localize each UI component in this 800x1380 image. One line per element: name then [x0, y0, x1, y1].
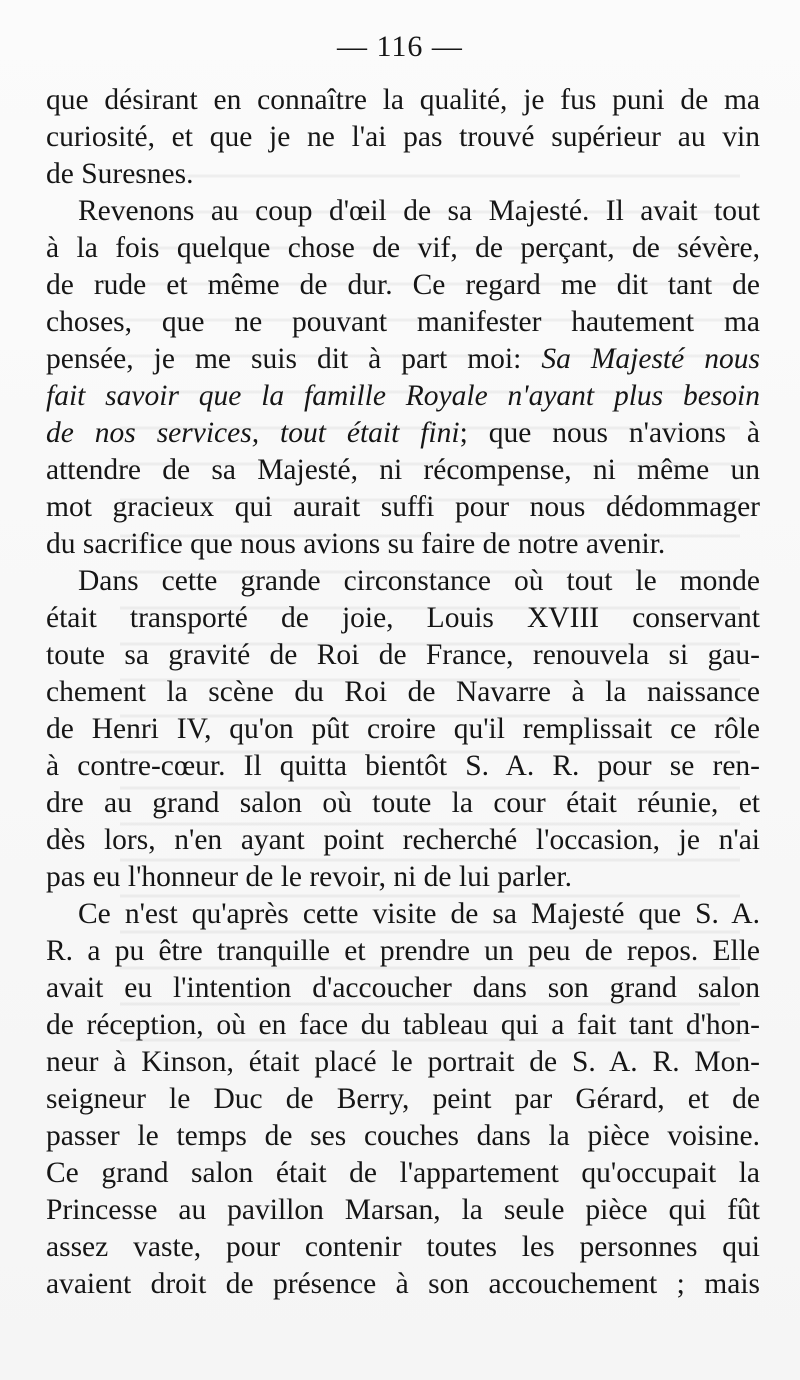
text-line	[46, 859, 760, 896]
text-line	[46, 1229, 760, 1266]
text-run: attendre de sa Majesté, ni récompense, ni même un	[46, 454, 760, 486]
paragraph	[46, 563, 760, 896]
text-line	[46, 267, 760, 304]
text-run: Dans cette grande circonstance où tout le monde	[78, 565, 760, 597]
text-line	[46, 304, 760, 341]
text-run: pensée, je me suis dit à part moi:	[46, 343, 542, 375]
paragraph	[46, 193, 760, 563]
text-line	[46, 193, 760, 230]
text-line	[46, 1044, 760, 1081]
text-run: dès lors, n'en ayant point recherché l'occasion, je n'ai	[46, 824, 760, 856]
text-line	[46, 82, 760, 119]
text-run: avait eu l'intention d'accoucher dans son grand salon	[46, 972, 760, 1004]
text-line	[46, 119, 760, 156]
text-run: du sacrifice que nous avions su faire de notre avenir.	[46, 528, 666, 560]
text-line	[46, 822, 760, 859]
text-line	[46, 341, 760, 378]
text-line	[46, 600, 760, 637]
text-run: neur à Kinson, était placé le portrait de S. A. R. Mon-	[46, 1046, 760, 1078]
text-run: de Henri IV, qu'on pût croire qu'il remplissait ce rôle	[46, 713, 760, 745]
text-run: dre au grand salon où toute la cour était réunie, et	[46, 787, 760, 819]
text-run: de rude et même de dur. Ce regard me dit tant de	[46, 269, 760, 301]
text-run: curiosité, et que je ne l'ai pas trouvé supérieur au vin	[46, 121, 760, 153]
text-run: avaient droit de présence à son accouchement ; mais	[46, 1268, 760, 1300]
paragraph	[46, 896, 760, 1303]
text-line	[46, 1081, 760, 1118]
italic-text-run: fait savoir que la famille Royale n'ayant plus besoin	[46, 380, 760, 412]
text-line	[46, 1007, 760, 1044]
text-line	[46, 415, 760, 452]
text-line	[46, 896, 760, 933]
text-run: à la fois quelque chose de vif, de perçant, de sévère,	[46, 232, 760, 264]
text-line	[46, 970, 760, 1007]
text-line	[46, 933, 760, 970]
text-line	[46, 230, 760, 267]
text-run: Revenons au coup d'œil de sa Majesté. Il avait tout	[78, 195, 760, 227]
text-line	[46, 378, 760, 415]
text-line	[46, 1118, 760, 1155]
text-line	[46, 489, 760, 526]
text-line	[46, 563, 760, 600]
text-run: de réception, où en face du tableau qui a fait tant d'hon-	[46, 1009, 760, 1041]
text-line	[46, 452, 760, 489]
text-line	[46, 637, 760, 674]
text-line	[46, 1266, 760, 1303]
text-run: pas eu l'honneur de le revoir, ni de lui parler.	[46, 861, 572, 893]
page-number: — 116 —	[337, 30, 463, 63]
text-line	[46, 1155, 760, 1192]
body-text	[46, 82, 760, 1303]
text-line	[46, 674, 760, 711]
text-line	[46, 1192, 760, 1229]
text-run: passer le temps de ses couches dans la pièce voisine.	[46, 1120, 760, 1152]
text-run: de Suresnes.	[46, 158, 194, 190]
text-line	[46, 526, 760, 563]
text-run: Ce grand salon était de l'appartement qu'occupait la	[46, 1157, 760, 1189]
text-run: mot gracieux qui aurait suffi pour nous dédommager	[46, 491, 760, 523]
text-run: que désirant en connaître la qualité, je fus puni de ma	[46, 84, 760, 116]
text-run: seigneur le Duc de Berry, peint par Gérard, et de	[46, 1083, 760, 1115]
text-line	[46, 748, 760, 785]
text-line	[46, 711, 760, 748]
text-run: choses, que ne pouvant manifester hautement ma	[46, 306, 760, 338]
text-run: R. a pu être tranquille et prendre un peu de repos. Elle	[46, 935, 760, 967]
text-run: chement la scène du Roi de Navarre à la naissance	[46, 676, 760, 708]
text-run: toute sa gravité de Roi de France, renouvela si gau-	[46, 639, 760, 671]
text-run: assez vaste, pour contenir toutes les personnes qui	[46, 1231, 760, 1263]
italic-text-run: Sa Majesté nous	[541, 343, 760, 375]
text-run: à contre-cœur. Il quitta bientôt S. A. R. pour se ren-	[46, 750, 760, 782]
text-run: était transporté de joie, Louis XVIII conservant	[46, 602, 760, 634]
text-run: Ce n'est qu'après cette visite de sa Majesté que S. A.	[78, 898, 760, 930]
text-run: Princesse au pavillon Marsan, la seule pièce qui fût	[46, 1194, 760, 1226]
text-line	[46, 156, 760, 193]
text-line	[46, 785, 760, 822]
italic-text-run: de nos services, tout était fini	[46, 417, 460, 449]
text-run: ; que nous n'avions à	[459, 417, 761, 449]
paragraph	[46, 82, 760, 193]
